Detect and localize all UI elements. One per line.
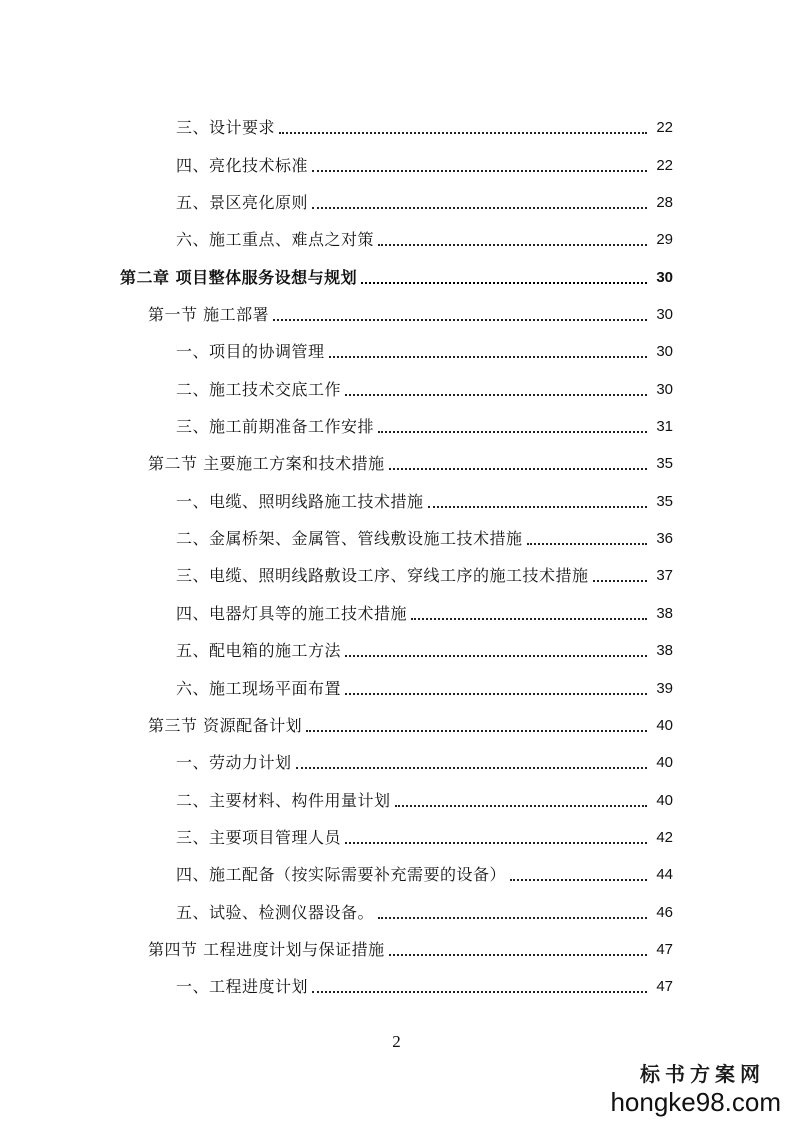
toc-entry-title: 三、设计要求 <box>176 118 276 138</box>
dot-leader <box>378 917 647 919</box>
dot-leader <box>389 954 647 956</box>
toc-entry[interactable] <box>176 736 673 773</box>
toc-entry-title: 一、项目的协调管理 <box>176 342 325 362</box>
toc-entry-title: 三、主要项目管理人员 <box>176 827 342 847</box>
toc-entry[interactable] <box>176 661 673 698</box>
toc-entry-page: 37 <box>656 567 673 585</box>
toc-entry-title: 三、电缆、照明线路敷设工序、穿线工序的施工技术措施 <box>176 566 589 586</box>
toc-entry-page: 22 <box>656 156 673 174</box>
toc-entry[interactable] <box>176 512 673 549</box>
toc-entry-title: 一、劳动力计划 <box>176 753 292 773</box>
toc-entry[interactable] <box>176 848 673 885</box>
toc-entry[interactable] <box>148 437 673 474</box>
toc-entry-page: 28 <box>656 194 673 212</box>
toc-entry-page: 35 <box>656 492 673 510</box>
toc-entry-page: 42 <box>656 828 673 846</box>
toc-entry-page: 29 <box>656 231 673 249</box>
toc-entry-page: 38 <box>656 604 673 622</box>
toc-entry[interactable] <box>148 699 673 736</box>
dot-leader <box>428 506 647 508</box>
toc-entry-page: 30 <box>656 306 673 324</box>
toc-entry[interactable] <box>176 885 673 922</box>
dot-leader <box>312 170 647 172</box>
dot-leader <box>378 431 647 433</box>
toc-entry-page: 36 <box>656 530 673 548</box>
toc-entry-page: 40 <box>656 791 673 809</box>
dot-leader <box>279 132 647 134</box>
toc-entry-page: 47 <box>656 940 673 958</box>
toc-entry-title: 五、景区亮化原则 <box>176 193 309 213</box>
dot-leader <box>411 618 647 620</box>
toc-entry-page: 22 <box>656 119 673 137</box>
toc-entry-title: 一、电缆、照明线路施工技术措施 <box>176 491 424 511</box>
toc-entry-title: 第二章 项目整体服务设想与规划 <box>120 267 358 287</box>
toc-entry[interactable] <box>176 474 673 511</box>
toc-entry-page: 35 <box>656 455 673 473</box>
toc-entry[interactable] <box>176 549 673 586</box>
toc-entry-title: 五、配电箱的施工方法 <box>176 641 342 661</box>
dot-leader <box>361 282 647 284</box>
toc-entry[interactable] <box>148 923 673 960</box>
toc-entry-title: 二、施工技术交底工作 <box>176 379 342 399</box>
toc-entry[interactable] <box>176 811 673 848</box>
watermark-site-name: 标书方案网 <box>640 1062 765 1086</box>
toc-entry-page: 40 <box>656 754 673 772</box>
toc-entry-title: 三、施工前期准备工作安排 <box>176 417 375 437</box>
dot-leader <box>312 207 647 209</box>
toc-entry-title: 第一节 施工部署 <box>148 305 270 325</box>
toc-entry[interactable] <box>148 288 673 325</box>
toc-entry-page: 38 <box>656 642 673 660</box>
toc-entry[interactable] <box>176 325 673 362</box>
toc-entry-title: 二、金属桥架、金属管、管线敷设施工技术措施 <box>176 529 523 549</box>
dot-leader <box>345 693 647 695</box>
dot-leader <box>345 394 647 396</box>
dot-leader <box>306 730 647 732</box>
toc-entry-title: 六、施工现场平面布置 <box>176 678 342 698</box>
dot-leader <box>296 767 647 769</box>
toc-entry-title: 四、电器灯具等的施工技术措施 <box>176 603 408 623</box>
toc-entry[interactable] <box>176 624 673 661</box>
toc-entry-page: 47 <box>656 978 673 996</box>
dot-leader <box>345 842 647 844</box>
dot-leader <box>312 991 647 993</box>
toc-entry-title: 二、主要材料、构件用量计划 <box>176 790 391 810</box>
toc-entry-page: 31 <box>656 418 673 436</box>
table-of-contents <box>0 101 793 997</box>
dot-leader <box>329 356 647 358</box>
toc-entry-title: 第三节 资源配备计划 <box>148 715 303 735</box>
toc-entry[interactable] <box>176 176 673 213</box>
toc-entry[interactable] <box>176 213 673 250</box>
dot-leader <box>345 655 647 657</box>
toc-entry[interactable] <box>176 101 673 138</box>
toc-entry[interactable] <box>120 250 673 287</box>
toc-entry[interactable] <box>176 773 673 810</box>
watermark <box>610 1058 781 1115</box>
toc-entry[interactable] <box>176 960 673 997</box>
toc-entry-page: 46 <box>656 903 673 921</box>
toc-entry[interactable] <box>176 138 673 175</box>
toc-entry-title: 六、施工重点、难点之对策 <box>176 230 375 250</box>
toc-entry-title: 五、试验、检测仪器设备。 <box>176 902 375 922</box>
toc-entry[interactable] <box>176 362 673 399</box>
toc-entry-page: 40 <box>656 716 673 734</box>
toc-entry-page: 30 <box>656 380 673 398</box>
dot-leader <box>510 879 647 881</box>
dot-leader <box>395 805 647 807</box>
toc-entry-title: 四、施工配备（按实际需要补充需要的设备） <box>176 865 507 885</box>
dot-leader <box>378 244 647 246</box>
toc-entry[interactable] <box>176 400 673 437</box>
toc-entry-page: 39 <box>656 679 673 697</box>
toc-entry-title: 一、工程进度计划 <box>176 977 309 997</box>
toc-entry-page: 30 <box>656 343 673 361</box>
dot-leader <box>273 319 647 321</box>
toc-entry-page: 44 <box>656 866 673 884</box>
toc-entry-title: 第二节 主要施工方案和技术措施 <box>148 454 385 474</box>
dot-leader <box>389 468 647 470</box>
toc-entry-title: 第四节 工程进度计划与保证措施 <box>148 939 385 959</box>
dot-leader <box>527 543 647 545</box>
toc-entry[interactable] <box>176 586 673 623</box>
page-number: 2 <box>392 1032 401 1051</box>
dot-leader <box>593 580 647 582</box>
toc-entry-page: 30 <box>656 268 673 286</box>
watermark-url: hongke98.com <box>610 1087 781 1117</box>
toc-entry-title: 四、亮化技术标准 <box>176 155 309 175</box>
